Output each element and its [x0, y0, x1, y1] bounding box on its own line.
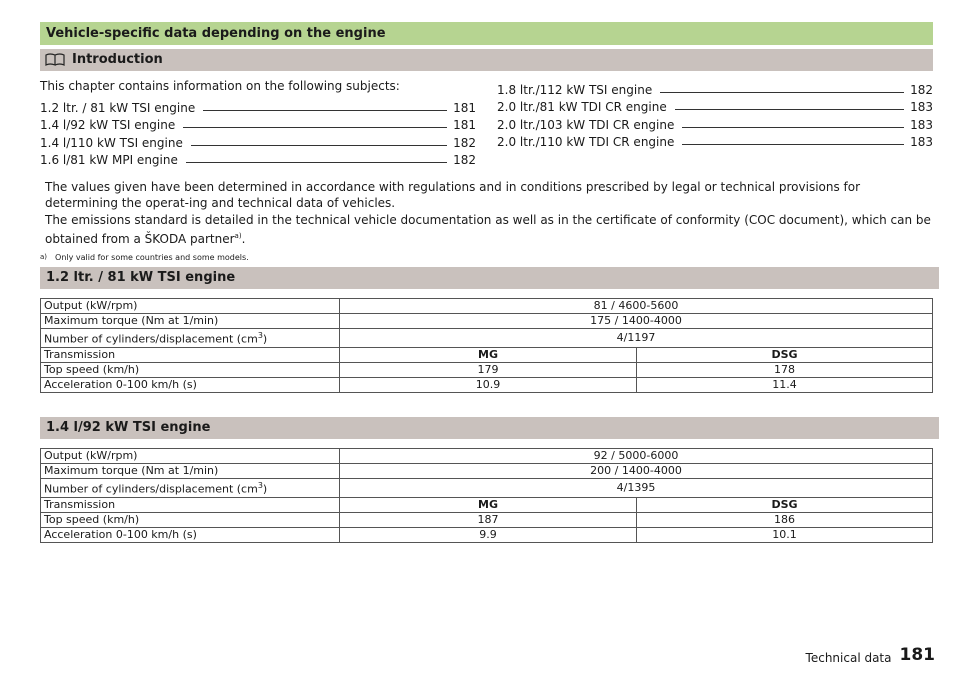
paragraph-emissions: The emissions standard is detailed in the technical vehicle documentation as well as in the certificate of conformity (COC document), which can be obtained from a ŠKODA partner$^{a)}$. — [45, 213, 931, 246]
row-value-dsg: 186 — [637, 512, 933, 527]
toc-entry-page: 182 — [453, 153, 476, 167]
toc-leader — [682, 127, 904, 128]
row-value-mg: 179 — [340, 362, 637, 377]
toc-leader — [203, 110, 447, 111]
table-row — [41, 329, 933, 348]
toc-entry[interactable] — [497, 132, 933, 150]
row-value-dsg: 10.1 — [637, 527, 933, 542]
toc-entry-page: 181 — [453, 118, 476, 132]
toc-entry[interactable] — [40, 115, 476, 133]
row-value: 4/1197 — [340, 329, 933, 348]
superscript: 3 — [257, 331, 263, 340]
row-value-dsg: DSG — [637, 497, 933, 512]
row-label-text: Number of cylinders/displacement (cm — [44, 332, 258, 346]
table-row — [41, 497, 933, 512]
introduction-bar — [40, 49, 933, 71]
row-label: Maximum torque (Nm at 1/min) — [41, 464, 340, 479]
row-value: 175 / 1400-4000 — [340, 314, 933, 329]
row-label: Transmission — [41, 347, 340, 362]
table-row — [41, 512, 933, 527]
footnote-marker: a) — [40, 253, 48, 261]
toc-leader — [660, 92, 904, 93]
page-footer — [806, 645, 935, 665]
paragraph-values: The values given have been determined in accordance with regulations and in conditions prescribed by legal or technical provisions for determining the operat-ing and technical data of vehicles. — [45, 180, 861, 210]
table-row — [41, 299, 933, 314]
section-title-1-2-tsi: 1.2 ltr. / 81 kW TSI engine — [40, 267, 939, 289]
row-value-mg: 187 — [340, 512, 637, 527]
engine-data-table — [40, 298, 933, 393]
toc-entry-label: 2.0 ltr./103 kW TDI CR engine — [497, 117, 675, 132]
row-label: Maximum torque (Nm at 1/min) — [41, 314, 340, 329]
introduction-label: Introduction — [72, 52, 163, 67]
toc-right-column — [497, 79, 933, 167]
toc-entry[interactable] — [497, 79, 933, 97]
footer-section-name: Technical data — [805, 651, 892, 665]
row-value-dsg: 178 — [637, 362, 933, 377]
toc-entry-label: 2.0 ltr./110 kW TDI CR engine — [497, 135, 675, 149]
toc-entry-label: 1.6 l/81 kW MPI engine — [40, 153, 178, 167]
engine-data-table — [40, 448, 933, 543]
toc-entry-page: 182 — [453, 135, 476, 150]
table-row — [41, 362, 933, 377]
row-value-mg: 9.9 — [340, 527, 637, 542]
row-value: 81 / 4600-5600 — [340, 299, 933, 314]
page-title: Vehicle-specific data depending on the engine — [40, 22, 933, 45]
table-row — [41, 347, 933, 362]
row-label: Acceleration 0-100 km/h (s) — [41, 377, 340, 392]
table-row — [41, 479, 933, 498]
intro-text: This chapter contains information on the following subjects: — [40, 79, 400, 93]
row-value: 92 / 5000-6000 — [340, 449, 933, 464]
table-row — [41, 449, 933, 464]
footnote-text: Only valid for some countries and some models. — [55, 253, 249, 262]
footnote-reference[interactable]: a) — [234, 232, 242, 240]
section-title-1-4-tsi: 1.4 l/92 kW TSI engine — [40, 417, 939, 439]
table-row — [41, 377, 933, 392]
page-number: 181 — [899, 645, 935, 665]
row-value: 4/1395 — [340, 479, 933, 498]
row-label — [41, 329, 340, 348]
toc-entry-label: 2.0 ltr./81 kW TDI CR engine — [497, 100, 667, 114]
footnote — [40, 253, 933, 262]
toc-entry-label: 1.8 ltr./112 kW TSI engine — [497, 82, 653, 97]
book-icon — [44, 53, 66, 67]
superscript: 3 — [257, 481, 263, 490]
toc-entry-label: 1.4 l/92 kW TSI engine — [40, 118, 176, 132]
toc-entry-page: 183 — [910, 117, 933, 132]
toc-leader — [682, 144, 904, 145]
toc-entry-label: 1.4 l/110 kW TSI engine — [40, 135, 183, 150]
page — [40, 22, 933, 541]
paragraph-emissions-text: The emissions standard is detailed in the technical vehicle documentation as well as in the certificate of conformity (COC document), which can be obtained from a ŠKODA partner — [45, 213, 931, 246]
row-value: 200 / 1400-4000 — [340, 464, 933, 479]
toc-entry[interactable] — [497, 97, 933, 115]
row-label-text: Number of cylinders/displacement (cm — [44, 482, 258, 496]
toc-entry-page: 183 — [910, 135, 933, 149]
toc-entry[interactable] — [40, 132, 476, 150]
toc-entry-page: 181 — [453, 100, 476, 115]
toc-entry[interactable] — [40, 97, 476, 115]
table-row — [41, 314, 933, 329]
row-label: Output (kW/rpm) — [41, 299, 340, 314]
row-value-mg: 10.9 — [340, 377, 637, 392]
row-label: Top speed (km/h) — [41, 362, 340, 377]
row-label: Acceleration 0-100 km/h (s) — [41, 527, 340, 542]
row-label-close: ) — [262, 482, 268, 496]
row-label — [41, 479, 340, 498]
toc-leader — [191, 145, 447, 146]
toc-leader — [183, 127, 447, 128]
toc-entry[interactable] — [497, 114, 933, 132]
row-value-mg: MG — [340, 347, 637, 362]
table-row — [41, 464, 933, 479]
toc-entry[interactable] — [40, 150, 476, 168]
toc-leader — [675, 109, 904, 110]
row-label: Top speed (km/h) — [41, 512, 340, 527]
toc-leader — [186, 162, 447, 163]
toc-entry-page: 183 — [910, 100, 933, 114]
toc-left-column — [40, 97, 476, 167]
toc-entry-page: 182 — [910, 82, 933, 97]
row-value-dsg: 11.4 — [637, 377, 933, 392]
row-value-dsg: DSG — [637, 347, 933, 362]
row-label: Transmission — [41, 497, 340, 512]
table-row — [41, 527, 933, 542]
row-label: Output (kW/rpm) — [41, 449, 340, 464]
row-value-mg: MG — [340, 497, 637, 512]
row-label-close: ) — [262, 332, 268, 346]
toc-entry-label: 1.2 ltr. / 81 kW TSI engine — [40, 100, 196, 115]
